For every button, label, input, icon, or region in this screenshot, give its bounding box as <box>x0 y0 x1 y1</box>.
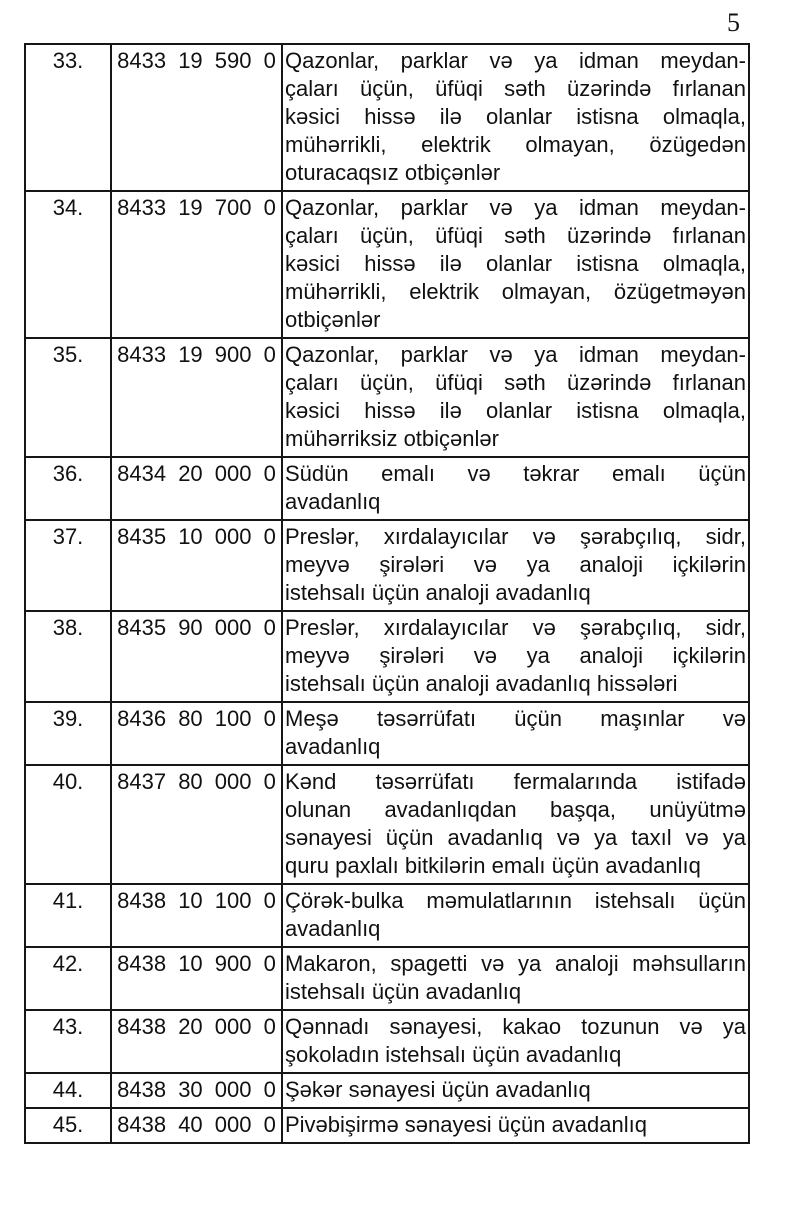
description-cell <box>282 44 749 191</box>
table-row <box>25 1073 749 1108</box>
row-number-cell: 45. <box>25 1108 111 1143</box>
description-line: avadanlıq <box>285 916 381 941</box>
row-number-cell: 33. <box>25 44 111 191</box>
table-row <box>25 457 749 520</box>
row-number-cell: 37. <box>25 520 111 611</box>
table-row <box>25 44 749 191</box>
description-line: otbiçənlər <box>285 307 381 332</box>
table-row <box>25 1010 749 1073</box>
description-line: sənayesi üçün avadanlıq və ya taxıl və ya <box>285 825 746 850</box>
description-line: çaları üçün, üfüqi səth üzərində fırlanan <box>285 223 746 248</box>
goods-table <box>24 43 750 1144</box>
row-number-cell: 39. <box>25 702 111 765</box>
description-line: Qazonlar, parklar və ya idman meydan- <box>285 195 746 220</box>
commodity-code-cell: 8435 90 000 0 <box>111 611 282 702</box>
commodity-code-cell: 8438 10 900 0 <box>111 947 282 1010</box>
table-row <box>25 611 749 702</box>
description-line: Kənd təsərrüfatı fermalarında istifadə <box>285 769 746 794</box>
description-line: avadanlıq <box>285 489 381 514</box>
table-row <box>25 702 749 765</box>
row-number-cell: 42. <box>25 947 111 1010</box>
description-line: Qazonlar, parklar və ya idman meydan- <box>285 342 746 367</box>
table-row <box>25 520 749 611</box>
row-number-cell: 34. <box>25 191 111 338</box>
description-line: mühərriksiz otbiçənlər <box>285 426 499 451</box>
description-line: kəsici hissə ilə olanlar istisna olmaqla, <box>285 398 746 423</box>
description-line: kəsici hissə ilə olanlar istisna olmaqla, <box>285 104 746 129</box>
description-line: çaları üçün, üfüqi səth üzərində fırlanan <box>285 370 746 395</box>
description-cell <box>282 191 749 338</box>
row-number-cell: 41. <box>25 884 111 947</box>
commodity-code-cell: 8438 20 000 0 <box>111 1010 282 1073</box>
commodity-code-cell: 8433 19 700 0 <box>111 191 282 338</box>
table-row <box>25 191 749 338</box>
description-cell <box>282 457 749 520</box>
description-cell <box>282 884 749 947</box>
description-line: olunan avadanlıqdan başqa, unüyütmə <box>285 797 746 822</box>
row-number-cell: 44. <box>25 1073 111 1108</box>
description-cell <box>282 1010 749 1073</box>
table-row <box>25 884 749 947</box>
description-line: kəsici hissə ilə olanlar istisna olmaqla, <box>285 251 746 276</box>
commodity-code-cell: 8437 80 000 0 <box>111 765 282 884</box>
description-line: mühərrikli, elektrik olmayan, özügetməyən <box>285 279 746 304</box>
table-row <box>25 947 749 1010</box>
description-line: çaları üçün, üfüqi səth üzərində fırlanan <box>285 76 746 101</box>
table-row <box>25 765 749 884</box>
description-line: avadanlıq <box>285 734 381 759</box>
goods-table-body <box>25 44 749 1143</box>
commodity-code-cell: 8435 10 000 0 <box>111 520 282 611</box>
description-line: Çörək-bulka məmulatlarının istehsalı üçün <box>285 888 746 913</box>
description-line: Qənnadı sənayesi, kakao tozunun və ya <box>285 1014 746 1039</box>
description-line: Şəkər sənayesi üçün avadanlıq <box>285 1077 591 1102</box>
description-cell <box>282 611 749 702</box>
description-line: Meşə təsərrüfatı üçün maşınlar və <box>285 706 746 731</box>
description-cell <box>282 1073 749 1108</box>
description-line: Preslər, xırdalayıcılar və şərabçılıq, sidr, <box>285 524 746 549</box>
commodity-code-cell: 8433 19 900 0 <box>111 338 282 457</box>
description-line: quru paxlalı bitkilərin emalı üçün avadanlıq <box>285 853 701 878</box>
row-number-cell: 40. <box>25 765 111 884</box>
description-cell <box>282 702 749 765</box>
row-number-cell: 38. <box>25 611 111 702</box>
row-number-cell: 43. <box>25 1010 111 1073</box>
description-line: meyvə şirələri və ya analoji içkilərin <box>285 643 746 668</box>
description-cell <box>282 947 749 1010</box>
commodity-code-cell: 8434 20 000 0 <box>111 457 282 520</box>
description-line: istehsalı üçün analoji avadanlıq hissələri <box>285 671 678 696</box>
description-line: Preslər, xırdalayıcılar və şərabçılıq, sidr, <box>285 615 746 640</box>
description-line: oturacaqsız otbiçənlər <box>285 160 501 185</box>
table-row <box>25 338 749 457</box>
commodity-code-cell: 8438 10 100 0 <box>111 884 282 947</box>
description-line: Pivəbişirmə sənayesi üçün avadanlıq <box>285 1112 647 1137</box>
description-line: Qazonlar, parklar və ya idman meydan- <box>285 48 746 73</box>
description-cell <box>282 520 749 611</box>
description-line: meyvə şirələri və ya analoji içkilərin <box>285 552 746 577</box>
page-number: 5 <box>727 8 740 37</box>
description-line: istehsalı üçün analoji avadanlıq <box>285 580 591 605</box>
description-cell <box>282 338 749 457</box>
commodity-code-cell: 8433 19 590 0 <box>111 44 282 191</box>
description-line: Südün emalı və təkrar emalı üçün <box>285 461 746 486</box>
description-line: mühərrikli, elektrik olmayan, özügedən <box>285 132 746 157</box>
row-number-cell: 35. <box>25 338 111 457</box>
description-cell <box>282 765 749 884</box>
description-line: şokoladın istehsalı üçün avadanlıq <box>285 1042 622 1067</box>
table-row <box>25 1108 749 1143</box>
commodity-code-cell: 8438 40 000 0 <box>111 1108 282 1143</box>
description-cell <box>282 1108 749 1143</box>
description-line: Makaron, spagetti və ya analoji məhsulların <box>285 951 746 976</box>
commodity-code-cell: 8438 30 000 0 <box>111 1073 282 1108</box>
description-line: istehsalı üçün avadanlıq <box>285 979 522 1004</box>
commodity-code-cell: 8436 80 100 0 <box>111 702 282 765</box>
row-number-cell: 36. <box>25 457 111 520</box>
